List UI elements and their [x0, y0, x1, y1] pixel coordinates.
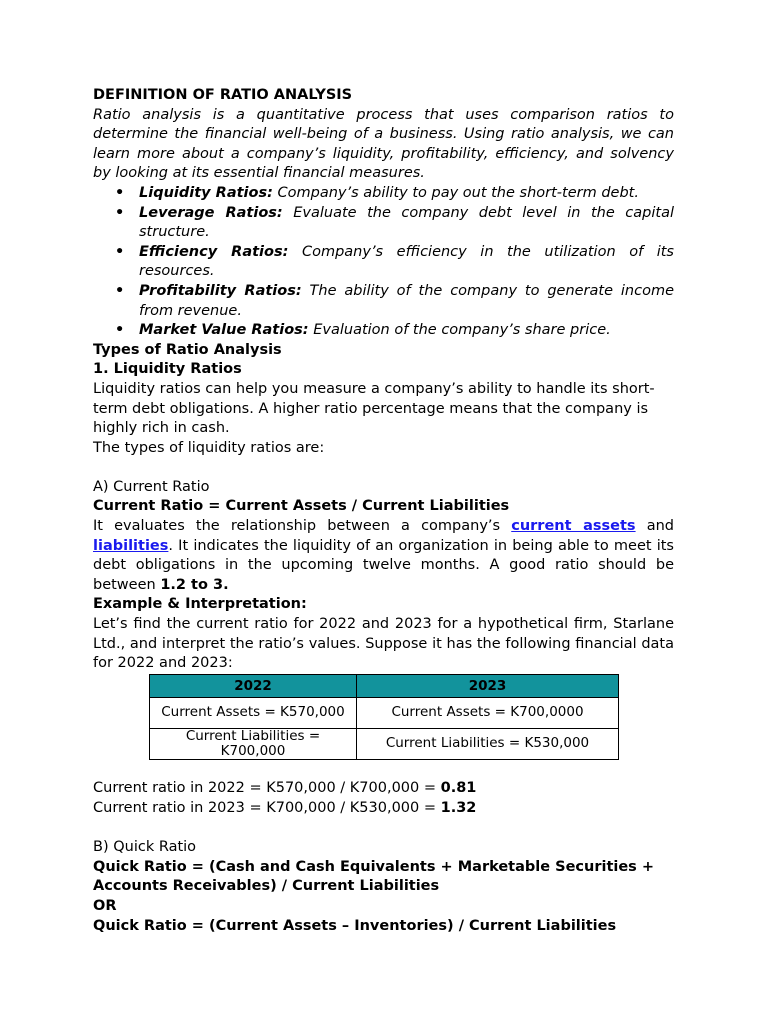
- document-body: [93, 86, 674, 936]
- bullet-term: Efficiency Ratios:: [139, 243, 289, 260]
- column-header-2022: 2022: [150, 674, 357, 697]
- list-item: [93, 321, 674, 341]
- bullet-term: Leverage Ratios:: [139, 204, 283, 221]
- intro-paragraph: Ratio analysis is a quantitative process that uses comparison ratios to determine the financial well-being of a business. Using ratio analysis, we can learn more about a company’s liquidity, profitability, efficiency, and solvency by looking at its essential financial measures.: [93, 106, 674, 182]
- types-heading: Types of Ratio Analysis: [93, 341, 282, 358]
- current-para-post: . It indicates the liquidity of an organization in being able to meet its debt obligations in the upcoming twelve months. A good ratio should be between: [93, 537, 674, 593]
- spacer: [93, 760, 674, 780]
- liquidity-heading: 1. Liquidity Ratios: [93, 361, 242, 378]
- spacer: [93, 458, 674, 478]
- column-header-2023: 2023: [357, 674, 619, 697]
- current-assets-link[interactable]: current assets: [511, 518, 636, 535]
- bullet-desc: The ability of the company to generate income from revenue.: [139, 282, 674, 319]
- liabilities-link[interactable]: liabilities: [93, 537, 169, 554]
- current-para-pre: It evaluates the relationship between a company’s: [93, 518, 512, 535]
- table-cell: Current Assets = K570,000: [150, 697, 357, 728]
- current-ratio-heading: A) Current Ratio: [93, 478, 210, 495]
- quick-ratio-heading: B) Quick Ratio: [93, 839, 197, 856]
- bullet-icon: •: [115, 322, 125, 339]
- example-heading: Example & Interpretation:: [93, 596, 307, 613]
- bullet-term: Profitability Ratios:: [139, 282, 302, 299]
- list-item: [93, 243, 674, 282]
- calc-text: Current ratio in 2022 = K570,000 / K700,000 =: [93, 780, 441, 797]
- or-text: OR: [93, 897, 117, 914]
- bullet-desc: Evaluation of the company’s share price.: [308, 322, 611, 339]
- liquidity-types-text: The types of liquidity ratios are:: [93, 439, 325, 456]
- calc-line-2023: [93, 799, 674, 819]
- table-row: [150, 728, 619, 759]
- bullet-term: Liquidity Ratios:: [139, 184, 273, 201]
- quick-ratio-formula-2: Quick Ratio = (Current Assets – Inventories) / Current Liabilities: [93, 917, 617, 934]
- table-header-row: [150, 674, 619, 697]
- list-item: [93, 184, 674, 204]
- list-item: [93, 282, 674, 321]
- calc-text: Current ratio in 2023 = K700,000 / K530,000 =: [93, 800, 441, 816]
- quick-ratio-formula-1: Quick Ratio = (Cash and Cash Equivalents + Marketable Securities + Accounts Receivables) / Current Liabilities: [93, 858, 655, 895]
- calc-value: 1.32: [440, 800, 477, 816]
- example-paragraph: Let’s find the current ratio for 2022 and 2023 for a hypothetical firm, Starlane Ltd., and interpret the ratio’s values. Suppose it has the following financial data for 2022 and 2023:: [93, 616, 674, 672]
- current-para-mid: and: [635, 518, 675, 535]
- table-cell: Current Assets = K700,0000: [357, 697, 619, 728]
- ratio-category-list: [93, 184, 674, 341]
- bullet-term: Market Value Ratios:: [139, 322, 309, 339]
- spacer: [93, 819, 674, 839]
- bullet-icon: •: [115, 204, 125, 221]
- list-item: [93, 204, 674, 243]
- bullet-desc: Company’s efficiency in the utilization of its resources.: [139, 243, 674, 280]
- section-heading: DEFINITION OF RATIO ANALYSIS: [93, 87, 353, 103]
- table-cell: Current Liabilities = K530,000: [357, 728, 619, 759]
- bullet-icon: •: [115, 184, 125, 201]
- table-cell: Current Liabilities = K700,000: [150, 728, 357, 759]
- bullet-desc: Evaluate the company debt level in the capital structure.: [139, 204, 674, 241]
- bullet-desc: Company’s ability to pay out the short-term debt.: [272, 184, 639, 201]
- calc-value: 0.81: [440, 780, 477, 797]
- table-row: [150, 697, 619, 728]
- current-ratio-paragraph: [93, 517, 674, 595]
- bullet-icon: •: [115, 243, 125, 260]
- financial-data-table: [149, 674, 619, 760]
- good-ratio-range: 1.2 to 3.: [160, 576, 229, 593]
- current-ratio-formula: Current Ratio = Current Assets / Current Liabilities: [93, 498, 510, 515]
- bullet-icon: •: [115, 282, 125, 299]
- calc-line-2022: [93, 779, 674, 799]
- liquidity-paragraph: Liquidity ratios can help you measure a company’s ability to handle its short-term debt obligations. A higher ratio percentage means that the company is highly rich in cash.: [93, 380, 655, 437]
